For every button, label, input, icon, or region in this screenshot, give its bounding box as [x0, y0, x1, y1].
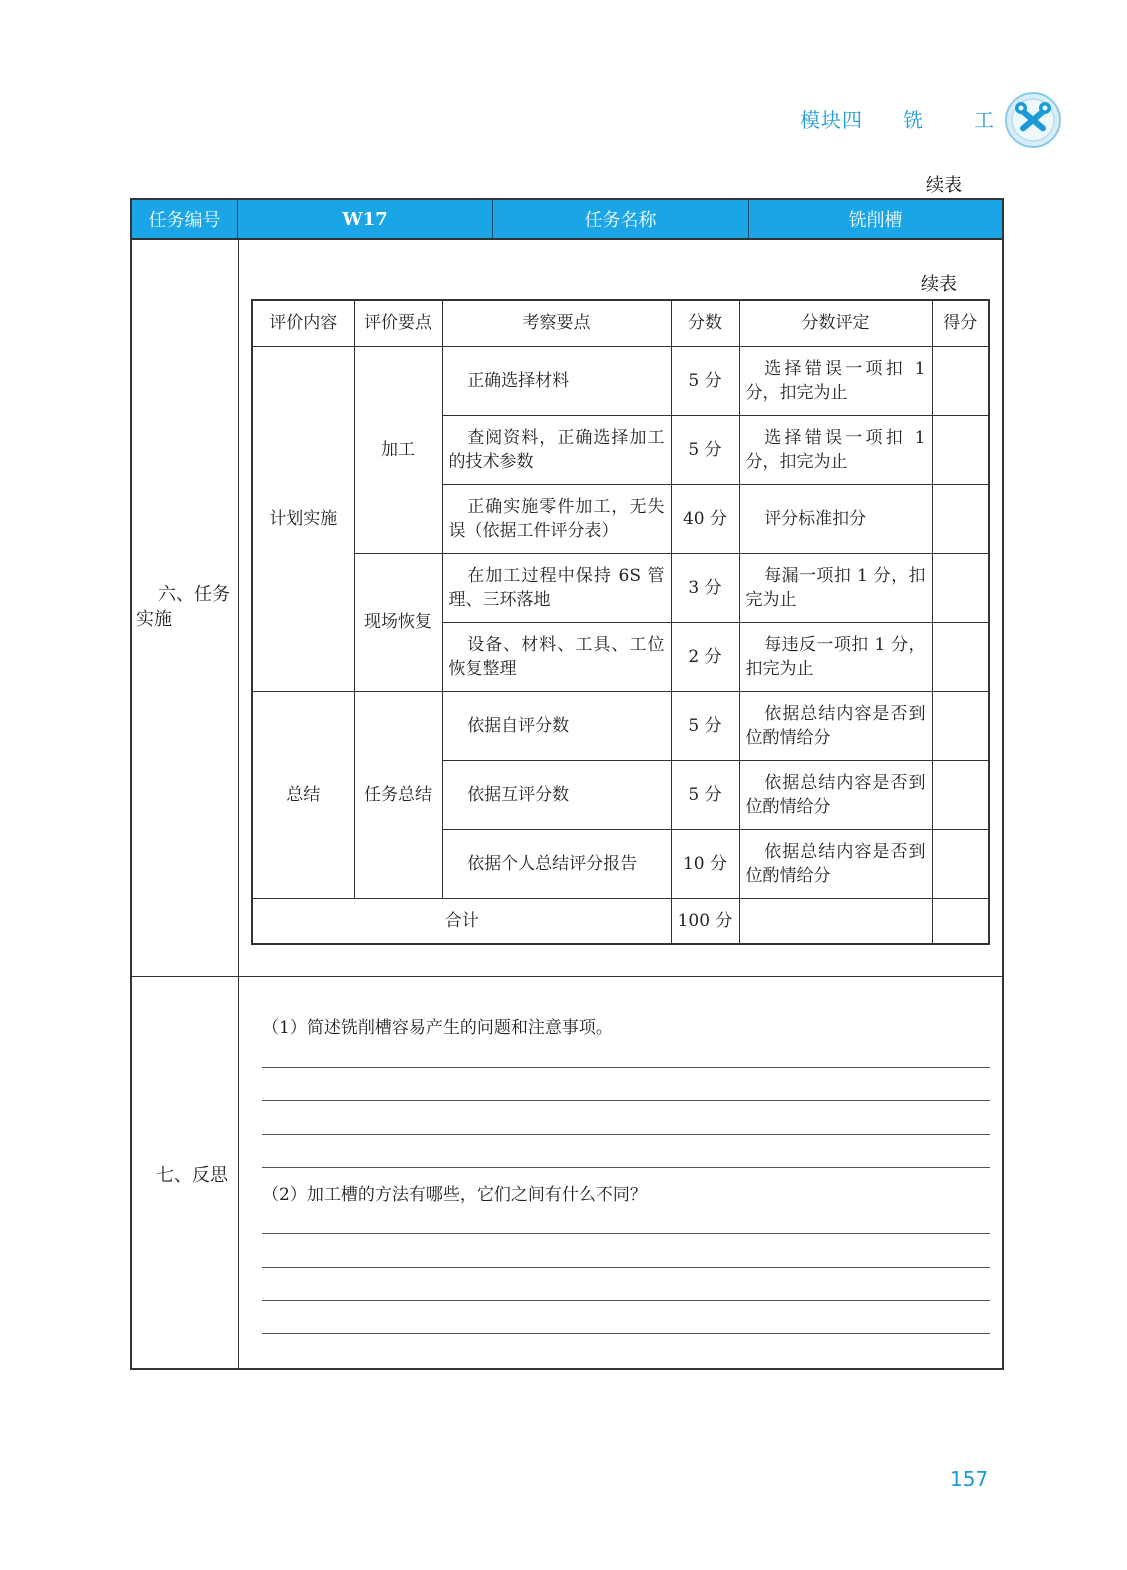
got-score-cell[interactable] [932, 346, 989, 415]
evaluation-table [251, 299, 990, 945]
group-machining: 加工 [354, 346, 442, 553]
header-cell: 得分 [932, 300, 989, 346]
check-point: 正确选择材料 [442, 346, 671, 415]
answer-line[interactable] [262, 1100, 990, 1101]
subject-char-1: 铣 [903, 108, 924, 132]
score: 5 分 [671, 346, 739, 415]
score-rule: 选择错误一项扣 1 分，扣完为止 [739, 346, 932, 415]
header-cell: 评价要点 [354, 300, 442, 346]
continued-label-inner: 续表 [921, 274, 957, 295]
group-summary: 总结 [252, 691, 354, 898]
task-name-value: 铣削槽 [848, 210, 903, 231]
score: 5 分 [671, 760, 739, 829]
answer-line[interactable] [262, 1167, 990, 1168]
answer-line[interactable] [262, 1300, 990, 1301]
check-point: 依据自评分数 [442, 691, 671, 760]
got-score-cell[interactable] [932, 553, 989, 622]
table-header-row [252, 300, 989, 346]
answer-line[interactable] [262, 1333, 990, 1334]
check-point: 依据互评分数 [442, 760, 671, 829]
group-task-summary: 任务总结 [354, 691, 442, 898]
check-point: 在加工过程中保持 6S 管理、三环落地 [442, 553, 671, 622]
got-score-cell[interactable] [932, 415, 989, 484]
check-point: 依据个人总结评分报告 [442, 829, 671, 898]
running-header [800, 104, 995, 133]
score: 5 分 [671, 691, 739, 760]
score: 40 分 [671, 484, 739, 553]
wrench-gear-icon [1003, 90, 1063, 150]
table-row [252, 553, 989, 622]
score-rule: 每漏一项扣 1 分，扣完为止 [739, 553, 932, 622]
score: 2 分 [671, 622, 739, 691]
task-info-bar [132, 200, 1002, 240]
score-rule: 评分标准扣分 [739, 484, 932, 553]
task-no-value: W17 [238, 200, 493, 238]
section-7-label: 七、反思 [156, 1165, 228, 1186]
subject-char-2: 工 [974, 108, 995, 132]
answer-line[interactable] [262, 1267, 990, 1268]
got-score-cell[interactable] [932, 760, 989, 829]
score-rule: 依据总结内容是否到位酌情给分 [739, 829, 932, 898]
score-rule: 依据总结内容是否到位酌情给分 [739, 691, 932, 760]
reflection-question-2: （2）加工槽的方法有哪些，它们之间有什么不同？ [262, 1185, 647, 1205]
score: 10 分 [671, 829, 739, 898]
group-restore: 现场恢复 [354, 553, 442, 691]
answer-line[interactable] [262, 1134, 990, 1135]
header-cell: 分数 [671, 300, 739, 346]
score: 5 分 [671, 415, 739, 484]
task-name-label: 任务名称 [493, 200, 749, 238]
got-score-cell[interactable] [932, 691, 989, 760]
total-got-cell[interactable] [932, 898, 989, 944]
score-rule: 每违反一项扣 1 分，扣完为止 [739, 622, 932, 691]
score-rule: 选择错误一项扣 1 分，扣完为止 [739, 415, 932, 484]
total-label: 合计 [252, 898, 671, 944]
check-point: 正确实施零件加工，无失误（依据工件评分表） [442, 484, 671, 553]
section-6-label: 六、任务 实施 [136, 584, 230, 630]
got-score-cell[interactable] [932, 622, 989, 691]
answer-line[interactable] [262, 1233, 990, 1234]
got-score-cell[interactable] [932, 484, 989, 553]
table-row [252, 691, 989, 760]
column-divider [238, 238, 239, 1370]
page-number: 157 [950, 1467, 989, 1491]
score: 3 分 [671, 553, 739, 622]
answer-line[interactable] [262, 1067, 990, 1068]
header-cell: 评价内容 [252, 300, 354, 346]
table-row [252, 346, 989, 415]
group-plan: 计划实施 [252, 346, 354, 691]
check-point: 查阅资料，正确选择加工的技术参数 [442, 415, 671, 484]
section-divider [132, 976, 1002, 977]
total-score: 100 分 [671, 898, 739, 944]
score-rule: 依据总结内容是否到位酌情给分 [739, 760, 932, 829]
reflection-question-1: （1）简述铣削槽容易产生的问题和注意事项。 [262, 1018, 613, 1038]
module-label: 模块四 [800, 108, 863, 132]
header-cell: 考察要点 [442, 300, 671, 346]
continued-label-top: 续表 [926, 175, 962, 196]
check-point: 设备、材料、工具、工位恢复整理 [442, 622, 671, 691]
header-cell: 分数评定 [739, 300, 932, 346]
task-no-label: 任务编号 [132, 200, 238, 238]
got-score-cell[interactable] [932, 829, 989, 898]
total-row [252, 898, 989, 944]
total-rule-cell [739, 898, 932, 944]
